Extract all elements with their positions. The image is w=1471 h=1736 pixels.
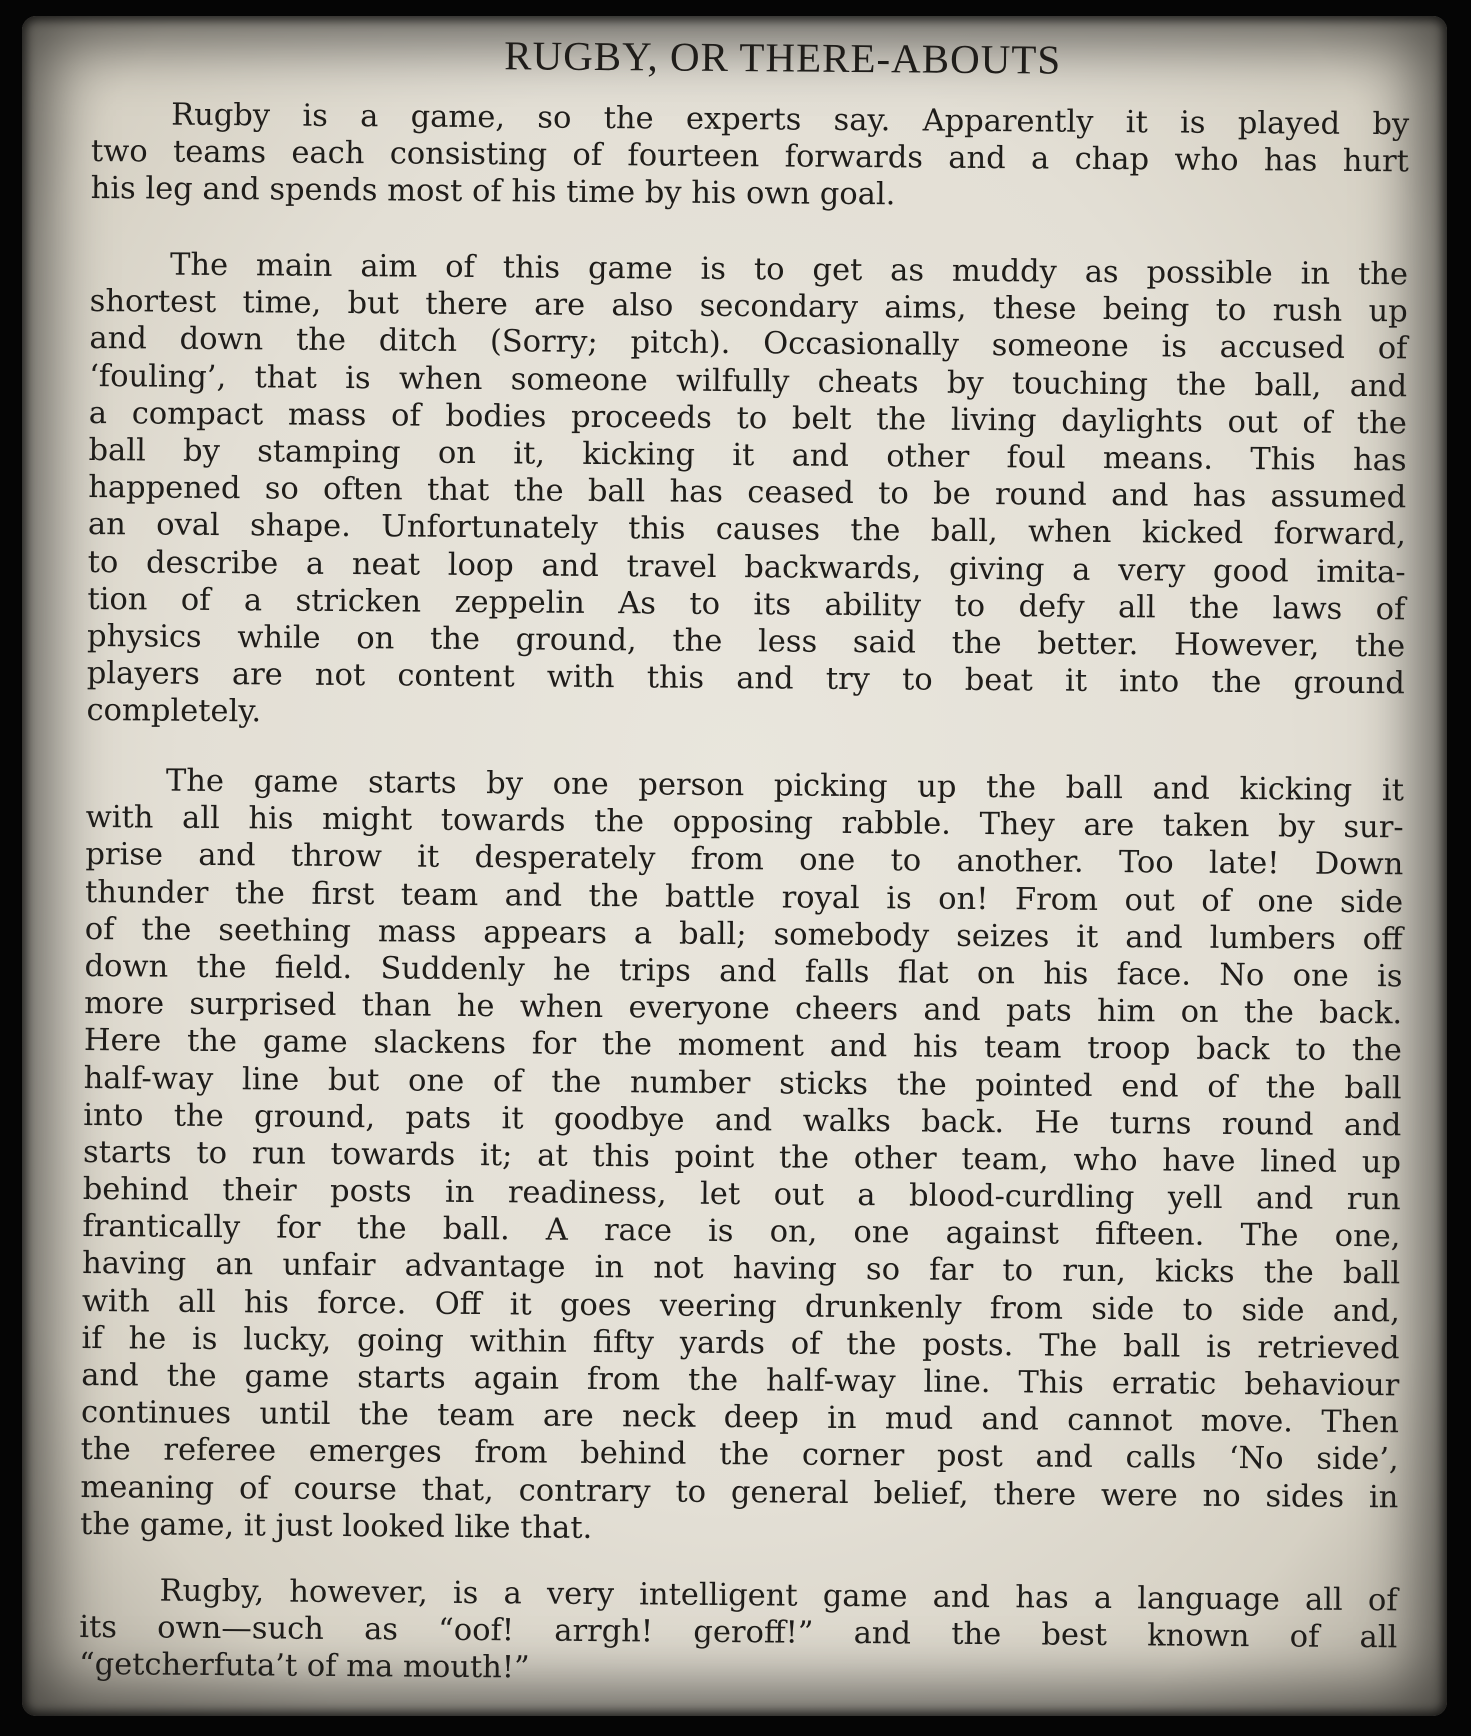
text-line: and the game starts again from the half-way line. This erratic behaviour [81, 1357, 1400, 1404]
text-line: prise and throw it desperately from one to another. Too late! Down [85, 837, 1404, 883]
text-line: and down the ditch (Sorry; pitch). Occasionally someone is accused of [89, 321, 1408, 367]
text-line: meaning of course that, contrary to general belief, there were no sides in [80, 1469, 1399, 1515]
printed-page [22, 16, 1447, 1716]
article [78, 16, 1434, 1686]
text-line: more surprised than he when everyone cheers and pats him on the back. [84, 986, 1403, 1032]
text-line: its own—such as “oof! arrgh! geroff!” and the best known of all [79, 1610, 1398, 1656]
article-title: RUGBY, OR THERE-ABOUTS [504, 32, 1062, 83]
text-line: two teams each consisting of fourteen forwards and a chap who has hurt [90, 134, 1410, 180]
text-line: The main aim of this game is to get as muddy as possible in the [169, 247, 1409, 293]
text-line: a compact mass of bodies proceeds to belt the living daylights out of the [88, 395, 1407, 442]
text-line: of the seething mass appears a ball; somebody seizes it and lumbers off [84, 911, 1403, 958]
text-line: Here the game slackens for the moment and his team troop back to the [83, 1023, 1403, 1069]
text-line: with all his force. Off it goes veering drunkenly from side to side and, [81, 1283, 1401, 1329]
text-line: Rugby, however, is a very intelligent game and has a language all of [159, 1573, 1398, 1619]
text-line: shortest time, but there are also secondary aims, these being to rush up [89, 284, 1408, 330]
text-line: The game starts by one person picking up the ball and kicking it [165, 763, 1405, 809]
text-line: the referee emerges from behind the corner post and calls ‘No side’, [80, 1432, 1399, 1478]
text-line: the game, it just looked like that. [80, 1506, 593, 1546]
text-line: with all his might towards the opposing rabble. They are taken by sur- [85, 800, 1404, 846]
text-line: to describe a neat loop and travel backwards, giving a very good imita- [87, 544, 1406, 590]
text-line: ball by stamping on it, kicking it and other foul means. This has [88, 432, 1407, 479]
text-line: players are not content with this and try to beat it into the ground [86, 656, 1405, 702]
paragraph-1 [90, 96, 1409, 218]
paragraph-2 [86, 246, 1408, 740]
text-line: Rugby is a game, so the experts say. Apparently it is played by [171, 97, 1410, 143]
text-line: thunder the first team and the battle royal is on! From out of one side [84, 874, 1404, 920]
text-line: continues until the team are neck deep in mud and cannot move. Then [80, 1395, 1400, 1441]
text-line: starts to run towards it; at this point the other team, who have lined up [82, 1134, 1402, 1181]
text-line: completely. [86, 693, 262, 730]
text-line: tion of a stricken zeppelin As to its ability to defy all the laws of [87, 581, 1406, 628]
text-line: behind their posts in readiness, let out a blood-curdling yell and run [82, 1172, 1401, 1218]
text-line: down the field. Suddenly he trips and falls flat on his face. No one is [84, 948, 1403, 995]
text-line: an oval shape. Unfortunately this causes the ball, when kicked forward, [87, 507, 1407, 553]
text-line: ‘fouling’, that is when someone wilfully cheats by touching the ball, and [89, 358, 1408, 404]
text-line: “getcherfuta’t of ma mouth!” [78, 1647, 530, 1686]
text-line: happened so often that the ball has ceased to be round and has assumed [88, 470, 1407, 516]
text-line: half-way line but one of the number sticks the pointed end of the ball [83, 1060, 1402, 1106]
paragraph-3 [80, 762, 1404, 1553]
text-line: physics while on the ground, the less said the better. However, the [86, 618, 1406, 665]
paragraph-4 [79, 1572, 1398, 1694]
text-line: having an unfair advantage in not having so far to run, kicks the ball [82, 1246, 1401, 1292]
text-line: into the ground, pats it goodbye and walks back. He turns round and [83, 1097, 1402, 1144]
text-line: his leg and spends most of his time by his own goal. [90, 171, 896, 213]
text-line: if he is lucky, going within fifty yards of the posts. The ball is retrieved [81, 1320, 1400, 1367]
text-line: frantically for the ball. A race is on, one against fifteen. The one, [82, 1209, 1401, 1255]
